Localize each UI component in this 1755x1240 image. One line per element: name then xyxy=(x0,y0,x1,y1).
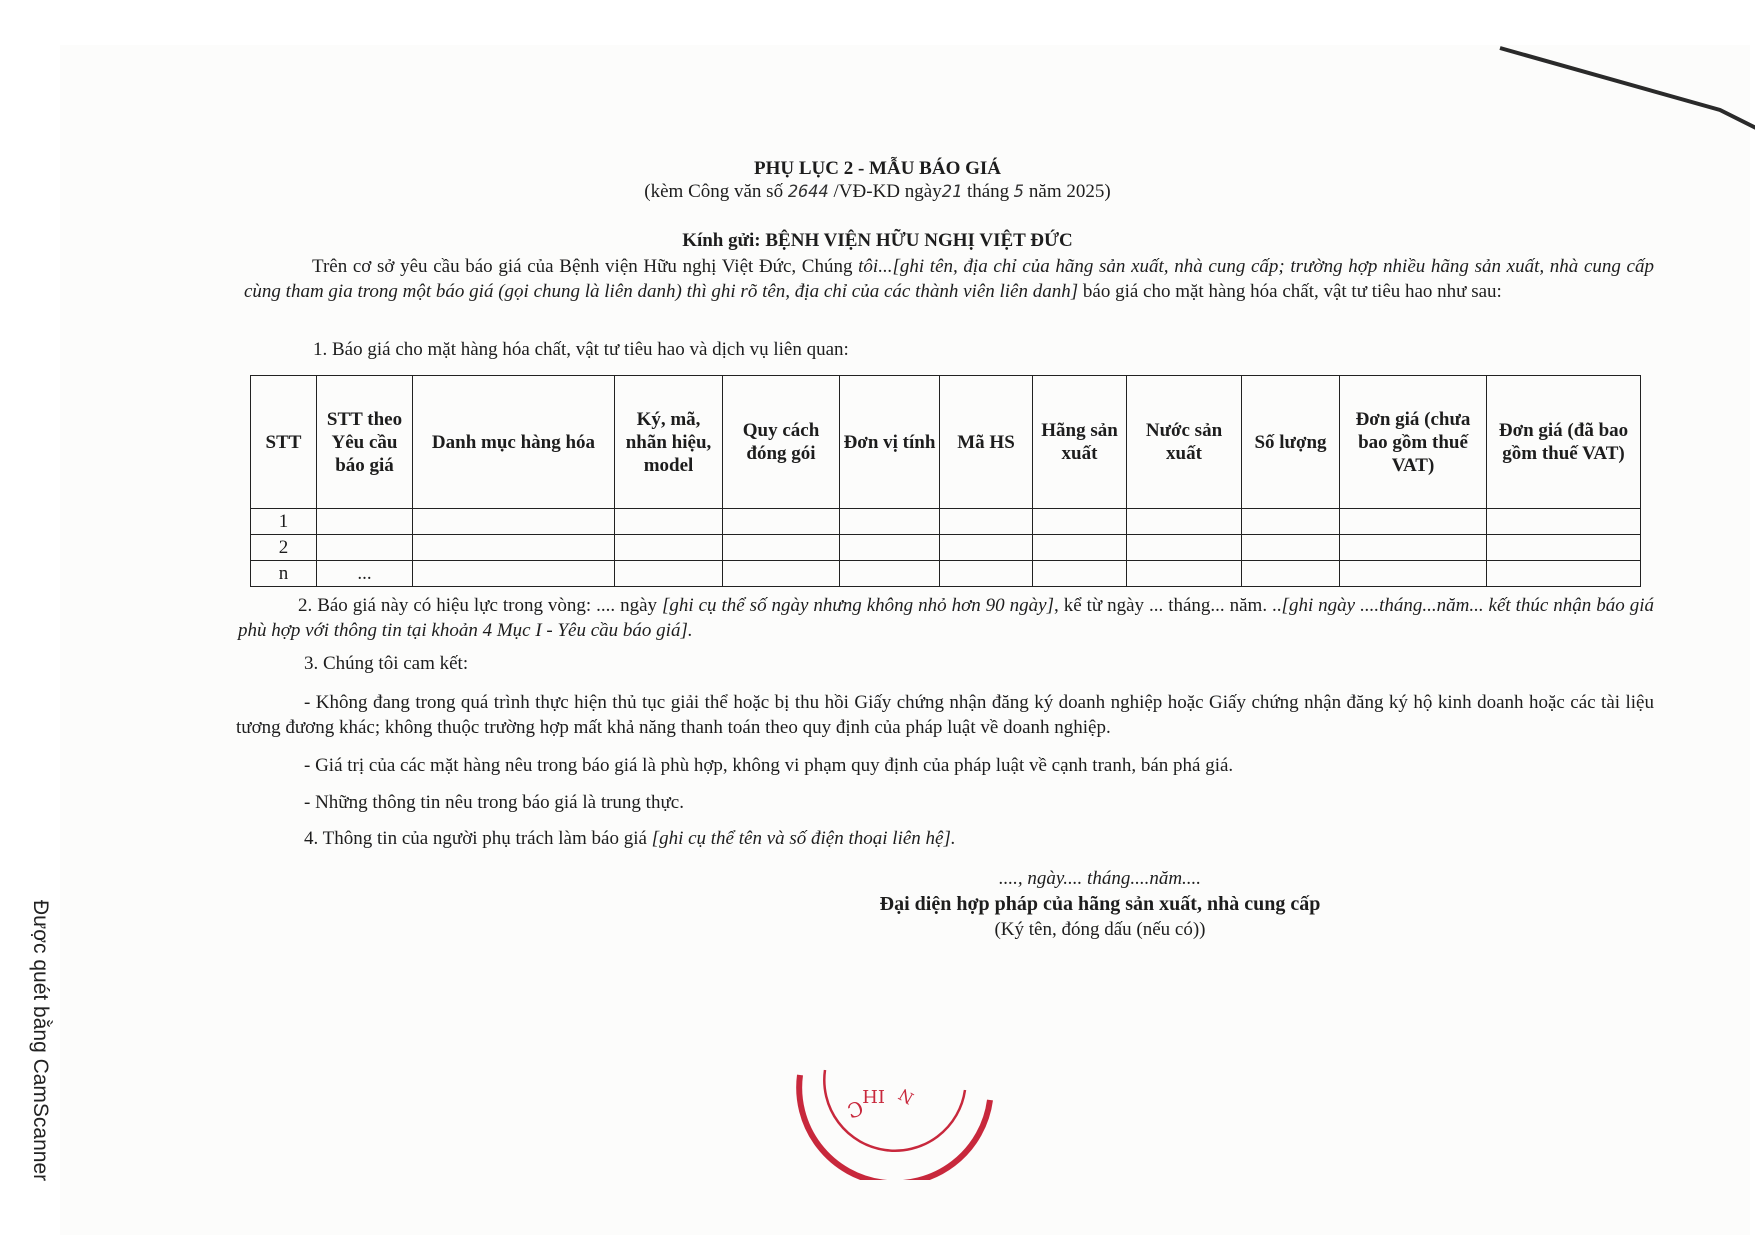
col-header-danh-muc: Danh mục hàng hóa xyxy=(413,376,615,509)
cell-so-luong xyxy=(1242,535,1340,561)
intro-paragraph xyxy=(244,254,1654,304)
cell-don-gia-da-vat xyxy=(1487,509,1641,535)
section-4-text: 4. Thông tin của người phụ trách làm báo giá xyxy=(304,828,652,849)
signature-date-line: ...., ngày.... tháng....năm.... xyxy=(998,868,1202,889)
cell-ma-hs xyxy=(940,561,1033,587)
handwritten-doc-number: 2644 xyxy=(787,182,829,202)
col-header-nuoc-sx: Nước sản xuất xyxy=(1127,376,1242,509)
signature-title: Đại diện hợp pháp của hãng sản xuất, nhà cung cấp xyxy=(879,893,1321,915)
svg-text:IH: IH xyxy=(862,1085,885,1106)
handwritten-month: 5 xyxy=(1013,182,1025,202)
cell-stt-yeu-cau xyxy=(317,535,413,561)
cell-nuoc-sx xyxy=(1127,535,1242,561)
cell-stt: 1 xyxy=(251,509,317,535)
subtitle-year: năm 2025) xyxy=(1028,181,1111,202)
section-2-text-1: 2. Báo giá này có hiệu lực trong vòng: .... ngày xyxy=(298,595,662,616)
col-header-so-luong: Số lượng xyxy=(1242,376,1340,509)
table-row xyxy=(251,561,1641,587)
cell-stt: n xyxy=(251,561,317,587)
cell-hang-sx xyxy=(1033,535,1127,561)
subtitle-mid: /VĐ-KD ngày xyxy=(833,181,942,202)
cell-ky-ma xyxy=(615,509,723,535)
intro-italic: tôi...[ghi tên, địa chỉ của hãng sản xuất, nhà cung cấp; trường hợp nhiều hãng sản xuất, nhà cung cấp cùng tham gia trong một báo giá (gọi chung là liên danh) thì ghi rõ tên, địa chỉ của các thành viên liên danh] xyxy=(244,256,1654,302)
col-header-don-gia-da-vat: Đơn giá (đã bao gồm thuế VAT) xyxy=(1487,376,1641,509)
cell-danh-muc xyxy=(413,509,615,535)
cell-ky-ma xyxy=(615,535,723,561)
table-row xyxy=(251,509,1641,535)
section-4-line xyxy=(304,828,956,850)
table-row xyxy=(251,535,1641,561)
cell-hang-sx xyxy=(1033,561,1127,587)
cell-stt-yeu-cau: ... xyxy=(317,561,413,587)
cell-don-vi xyxy=(840,561,940,587)
intro-text-1: Trên cơ sở yêu cầu báo giá của Bệnh viện Hữu nghị Việt Đức, Chúng xyxy=(312,256,859,277)
section-2-italic-1: [ghi cụ thể số ngày nhưng không nhỏ hơn 90 ngày] xyxy=(662,595,1054,616)
cell-stt-yeu-cau xyxy=(317,509,413,535)
section-2-paragraph xyxy=(238,593,1654,643)
page-title: PHỤ LỤC 2 - MẪU BÁO GIÁ xyxy=(754,158,1001,179)
cell-ma-hs xyxy=(940,535,1033,561)
cell-don-gia-chua-vat xyxy=(1340,561,1487,587)
intro-text-2: báo giá cho mặt hàng hóa chất, vật tư tiêu hao như sau: xyxy=(1078,281,1502,302)
cell-ma-hs xyxy=(940,509,1033,535)
cell-hang-sx xyxy=(1033,509,1127,535)
signature-note: (Ký tên, đóng dấu (nếu có)) xyxy=(994,919,1206,940)
subtitle-month-label: tháng xyxy=(966,181,1010,202)
scanner-watermark: Được quét bằng CamScanner xyxy=(29,900,52,1182)
section-1-heading: 1. Báo giá cho mặt hàng hóa chất, vật tư tiêu hao và dịch vụ liên quan: xyxy=(313,339,849,360)
cell-so-luong xyxy=(1242,561,1340,587)
cell-nuoc-sx xyxy=(1127,509,1242,535)
section-2-text-2: , kể từ ngày ... tháng... năm. .. xyxy=(1053,595,1282,616)
cell-ky-ma xyxy=(615,561,723,587)
cell-danh-muc xyxy=(413,561,615,587)
red-seal-stamp xyxy=(790,1060,1000,1180)
col-header-stt: STT xyxy=(251,376,317,509)
table-header-row xyxy=(251,376,1641,509)
col-header-hang-sx: Hãng sản xuất xyxy=(1033,376,1127,509)
cell-don-gia-chua-vat xyxy=(1340,535,1487,561)
cell-quy-cach xyxy=(723,509,840,535)
col-header-don-gia-chua-vat: Đơn giá (chưa bao gồm thuế VAT) xyxy=(1340,376,1487,509)
cell-don-gia-da-vat xyxy=(1487,561,1641,587)
cell-so-luong xyxy=(1242,509,1340,535)
page-subtitle xyxy=(0,181,1755,203)
col-header-quy-cach: Quy cách đóng gói xyxy=(723,376,840,509)
commitment-3: - Những thông tin nêu trong báo giá là trung thực. xyxy=(304,792,684,813)
cell-quy-cach xyxy=(723,561,840,587)
section-3-heading: 3. Chúng tôi cam kết: xyxy=(304,653,469,674)
col-header-ma-hs: Mã HS xyxy=(940,376,1033,509)
cell-don-vi xyxy=(840,509,940,535)
handwritten-day: 21 xyxy=(941,182,963,202)
cell-danh-muc xyxy=(413,535,615,561)
cell-nuoc-sx xyxy=(1127,561,1242,587)
cell-quy-cach xyxy=(723,535,840,561)
commitment-2: - Giá trị của các mặt hàng nêu trong báo giá là phù hợp, không vi phạm quy định của pháp luật về cạnh tranh, bán phá giá. xyxy=(304,755,1234,776)
cell-stt: 2 xyxy=(251,535,317,561)
addressee: Kính gửi: BỆNH VIỆN HỮU NGHỊ VIỆT ĐỨC xyxy=(682,230,1073,251)
svg-text:N: N xyxy=(895,1084,917,1108)
col-header-stt-yeu-cau: STT theo Yêu cầu báo giá xyxy=(317,376,413,509)
svg-text:C: C xyxy=(843,1095,867,1124)
cell-don-gia-da-vat xyxy=(1487,535,1641,561)
commitment-1: - Không đang trong quá trình thực hiện thủ tục giải thể hoặc bị thu hồi Giấy chứng nhận đăng ký doanh nghiệp hoặc Giấy chứng nhận đăng ký hộ kinh doanh hoặc các tài liệu tương đương khác; không thuộc trường hợp mất khả năng thanh toán theo quy định của pháp luật về doanh nghiệp. xyxy=(236,692,1654,738)
section-2-italic-2: [ghi ngày ....tháng...năm... kết thúc nhận báo giá phù hợp với thông tin tại khoản 4 Mục I - Yêu cầu báo giá]. xyxy=(238,595,1654,641)
cell-don-gia-chua-vat xyxy=(1340,509,1487,535)
section-4-italic: [ghi cụ thể tên và số điện thoại liên hệ]. xyxy=(651,828,956,849)
cell-don-vi xyxy=(840,535,940,561)
subtitle-prefix: (kèm Công văn số xyxy=(644,181,784,202)
col-header-don-vi: Đơn vị tính xyxy=(840,376,940,509)
col-header-ky-ma: Ký, mã, nhãn hiệu, model xyxy=(615,376,723,509)
quote-table xyxy=(250,375,1641,587)
